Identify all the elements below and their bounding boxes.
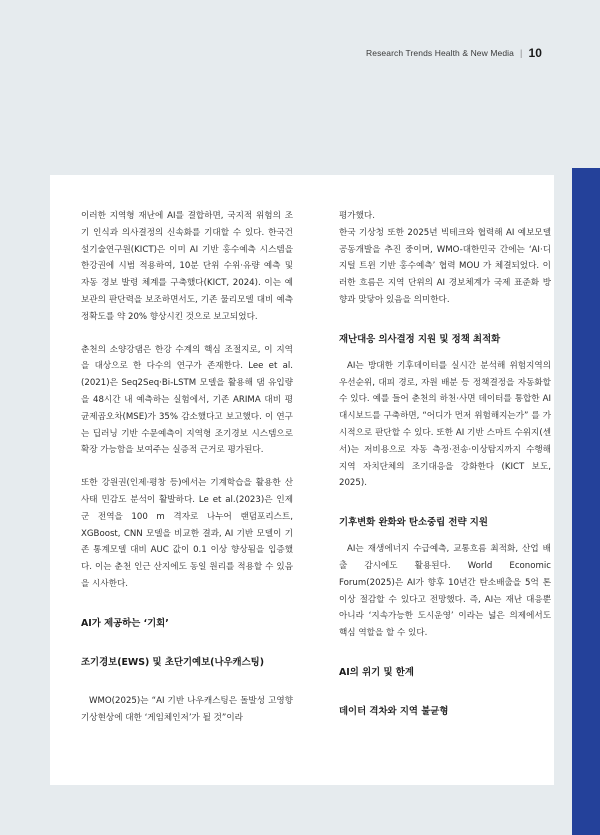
- heading-climate-mitigation: 기후변화 완화와 탄소중립 전략 지원: [339, 517, 488, 529]
- paragraph-carbon-neutral: AI는 재생에너지 수급예측, 교통흐름 최적화, 산업 배출 감시에도 활용된다. World Economic Forum(2025)은 AI가 향후 10년간 탄소배출을 5억 톤 이상 절감할 수 있다고 전망했다. 즉, AI는 재난 대응뿐 아니라 ‘지속가능한 도시운영’ 이라는 넓은 의제에서도 핵심 역할을 할 수 있다.: [339, 544, 551, 639]
- paragraph-kma-cooperation: 평가했다. 한국 기상청 또한 2025년 빅테크와 협력해 AI 예보모델 공동개발을 추진 중이며, WMO-대한민국 간에는 ‘AI·디지털 트윈 기반 홍수예측’ 협력 MOU 가 체결되었다. 이러한 흐름은 지역 단위의 AI 경보체계가 국제 표준화 방향과 맞닿아 있음을 의미한다.: [339, 211, 551, 305]
- accent-bar: [572, 168, 600, 835]
- heading-early-warning: 조기경보(EWS) 및 초단기예보(나우캐스팅): [81, 656, 265, 668]
- paragraph-soyang-dam: 춘천의 소양강댐은 한강 수계의 핵심 조절지로, 이 지역을 대상으로 한 다수의 연구가 존재한다. Lee et al.(2021)은 Seq2Seq·Bi-LSTM 모델을 활용해 댐 유입량을 48시간 내 예측하는 실험에서, 기존 ARIMA 대비 평균제곱오차(MSE)가 35% 감소했다고 보고했다. 이 연구는 딥러닝 기반 수문예측이 지역형 조기경보 시스템으로 확장 가능함을 보여주는 실증적 근거로 평가된다.: [81, 344, 293, 456]
- paragraph-regional-disaster-ai: 이러한 지역형 재난에 AI를 결합하면, 국지적 위험의 조기 인식과 의사결정의 신속화를 기대할 수 있다. 한국건설기술연구원(KICT)은 이미 AI 기반 홍수예측 시스템을 한강권에 시범 적용하여, 10분 단위 수위·유량 예측 및 자동 경보 발령 체계를 구축했다(KICT, 2024). 이는 예보관의 판단력을 보조하면서도, 기존 물리모델 대비 예측 정확도를 약 20% 향상시킨 것으로 보고되었다.: [81, 211, 293, 322]
- heading-ai-opportunity: AI가 제공하는 ‘기회’: [81, 617, 169, 629]
- page-number: 10: [528, 46, 542, 60]
- right-column: [339, 208, 551, 720]
- paragraph-ai-policy-optimization: AI는 방대한 기후데이터를 실시간 분석해 위험지역의 우선순위, 대피 경로, 자원 배분 등 정책결정을 자동화할 수 있다. 예를 들어 춘천의 하천·사면 데이터를 통합한 AI 대시보드를 구축하면, “어디가 먼저 위험해지는가” 를 가시적으로 판단할 수 있다. 또한 AI 기반 스마트 수위지(센서)는 저비용으로 자동 측정·전송·이상탐지까지 수행해 지역 자치단체의 조기대응을 강화한다 (KICT 보도, 2025).: [339, 360, 551, 489]
- heading-ai-crisis-limits: AI의 위기 및 한계: [339, 666, 414, 678]
- left-column: [81, 208, 293, 726]
- journal-title: Research Trends Health & New Media: [366, 48, 514, 58]
- paragraph-landslide-analysis: 또한 강원권(인제·평창 등)에서는 기계학습을 활용한 산사태 민감도 분석이 활발하다. Le et al.(2023)은 인제군 전역을 100 m 격자로 나누어 랜덤포리스트, XGBoost, CNN 모델을 비교한 결과, AI 기반 모델이 기존 통계모델 대비 AUC 값이 0.1 이상 향상됨을 입증했다. 이는 춘천 인근 산지에도 동일 원리를 적용할 수 있음을 시사한다.: [81, 478, 293, 589]
- header-separator: |: [519, 48, 523, 58]
- paragraph-wmo-nowcasting: WMO(2025)는 “AI 기반 나우캐스팅은 돌발성 고영향 기상현상에 대한 ‘게임체인저’가 될 것”이라: [81, 695, 293, 723]
- page-header: [366, 46, 542, 60]
- heading-data-gap: 데이터 격차와 지역 불균형: [339, 705, 449, 717]
- heading-decision-support: 재난대응 의사결정 지원 및 정책 최적화: [339, 333, 501, 345]
